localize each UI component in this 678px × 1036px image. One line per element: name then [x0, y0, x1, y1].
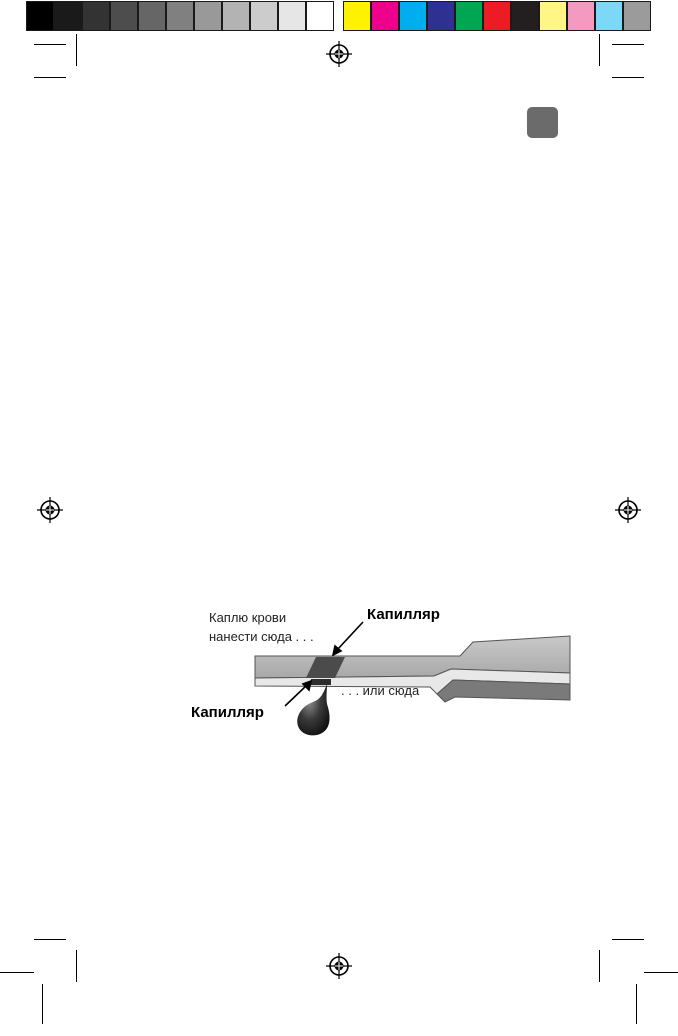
registration-mark-left	[37, 497, 63, 523]
color-swatch	[595, 1, 623, 31]
color-swatch	[623, 1, 651, 31]
label-capillary-top: Капилляр	[367, 606, 440, 623]
gray-swatch	[26, 1, 54, 31]
color-calibration-bar	[343, 1, 651, 31]
gray-swatch	[222, 1, 250, 31]
gray-swatch	[166, 1, 194, 31]
color-swatch	[483, 1, 511, 31]
label-drop-here-line2: нанести сюда . . .	[209, 629, 314, 644]
color-swatch	[399, 1, 427, 31]
color-swatch	[455, 1, 483, 31]
capillary-opening-edge	[311, 679, 331, 685]
gray-swatch	[194, 1, 222, 31]
gray-swatch	[278, 1, 306, 31]
gray-swatch	[250, 1, 278, 31]
color-swatch	[539, 1, 567, 31]
gray-swatch	[138, 1, 166, 31]
color-swatch	[343, 1, 371, 31]
label-capillary-bottom: Капилляр	[191, 704, 264, 721]
blood-drop-icon	[297, 684, 329, 735]
grayscale-calibration-bar	[26, 1, 334, 31]
registration-mark-bottom	[326, 953, 352, 979]
label-drop-here: Каплю крови	[209, 610, 287, 625]
color-swatch	[427, 1, 455, 31]
gray-swatch	[306, 1, 334, 31]
gray-swatch	[54, 1, 82, 31]
label-or-here: . . . или сюда	[341, 683, 420, 698]
color-swatch	[511, 1, 539, 31]
registration-mark-right	[615, 497, 641, 523]
test-strip-illustration	[185, 598, 575, 738]
color-swatch	[371, 1, 399, 31]
color-swatch	[567, 1, 595, 31]
registration-mark-top	[326, 41, 352, 67]
gray-swatch	[82, 1, 110, 31]
gray-swatch	[110, 1, 138, 31]
arrow-to-capillary-top	[333, 622, 363, 655]
section-tab-marker	[527, 107, 558, 138]
